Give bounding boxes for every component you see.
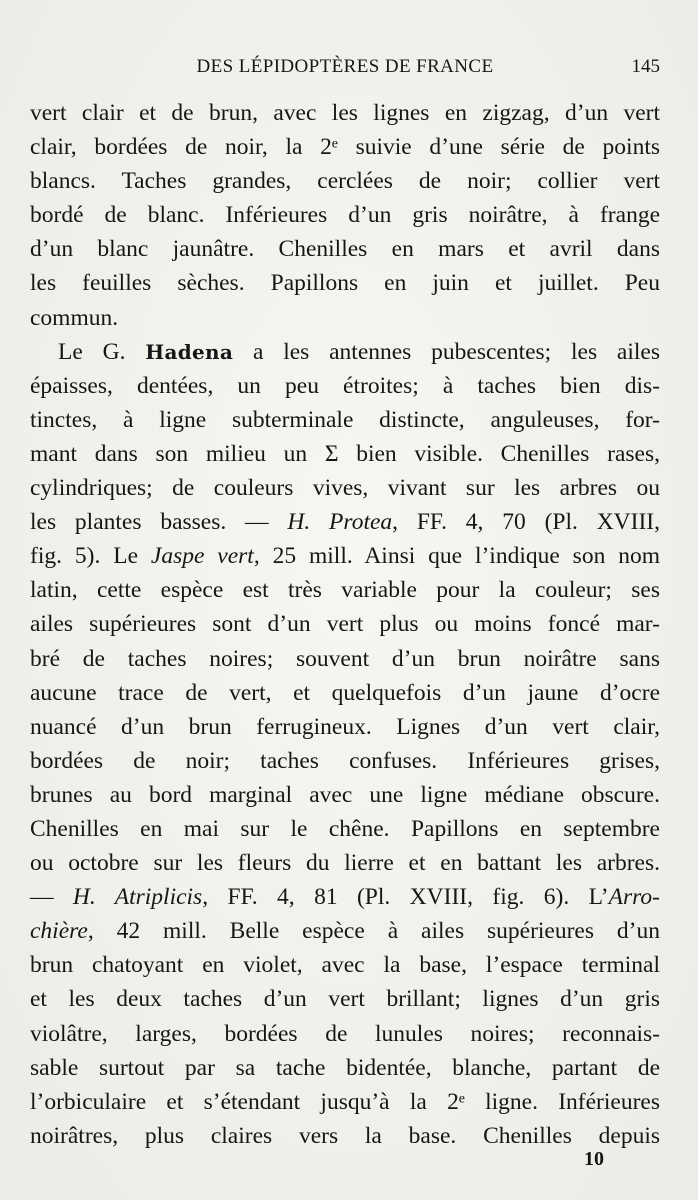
text-line: bordées de noir; taches confuses. Inférieures grises, [30, 747, 660, 774]
text-line: bordé de blanc. Inférieures d’un gris noirâtre, à frange [30, 202, 660, 229]
text-line: vert clair et de brun, avec les lignes en zigzag, d’un vert [30, 100, 660, 126]
common-name: Jaspe vert [150, 543, 254, 570]
text-segment: a les antennes pubescentes; les ailes [233, 338, 660, 365]
text-line: ailes supérieures sont d’un vert plus ou moins foncé mar- [30, 611, 660, 638]
text-line [30, 914, 660, 948]
text-line: Chenilles en mai sur le chêne. Papillons en septembre [30, 815, 660, 842]
text-segment: les plantes basses. — [30, 509, 288, 536]
body-text [30, 96, 660, 1153]
text-line: cylindriques; de couleurs vives, vivant sur les arbres ou [30, 475, 660, 502]
species-name: H. Atriplicis [72, 884, 203, 911]
text-line: brunes au bord marginal avec une ligne médiane obscure. [30, 781, 660, 808]
text-segment: — [30, 884, 73, 911]
text-line [30, 880, 660, 914]
common-name: chière [30, 918, 88, 945]
text-line: d’un blanc jaunâtre. Chenilles en mars et avril dans [30, 236, 660, 263]
text-line: violâtre, larges, bordées de lunules noires; reconnais- [30, 1020, 660, 1047]
species-name: H. Protea [287, 509, 393, 536]
text-line: ou octobre sur les fleurs du lierre et en battant les arbres. [30, 850, 660, 877]
text-line: blancs. Taches grandes, cerclées de noir; collier vert [30, 168, 660, 195]
text-line [30, 505, 660, 539]
text-line: latin, cette espèce est très variable pour la couleur; ses [30, 577, 660, 604]
text-segment: , 25 mill. Ainsi que l’indique son nom [253, 543, 660, 570]
text-line: brun chatoyant en violet, avec la base, l’espace terminal [30, 952, 660, 979]
genus-name: Hadena [145, 339, 234, 364]
text-line: bré de taches noires; souvent d’un brun noirâtre sans [30, 645, 660, 672]
text-line: noirâtres, plus claires vers la base. Chenilles depuis [30, 1122, 660, 1149]
text-segment: , FF. 4, 81 (Pl. XVIII, fig. 6). L’ [202, 884, 609, 911]
page-number: 145 [631, 56, 660, 77]
running-head-title: DES LÉPIDOPTÈRES DE FRANCE [196, 56, 494, 77]
text-line: commun. [30, 304, 119, 331]
text-line: tinctes, à ligne subterminale distincte, anguleuses, for- [30, 406, 660, 433]
signature-mark: 10 [584, 1148, 604, 1170]
text-segment: Le G. [58, 338, 146, 365]
text-line: épaisses, dentées, un peu étroites; à taches bien dis- [30, 372, 660, 399]
text-segment: fig. 5). Le [30, 543, 151, 570]
text-line: l’orbiculaire et s’étendant jusqu’à la 2ᵉ ligne. Inférieures [30, 1088, 660, 1115]
text-line: nuancé d’un brun ferrugineux. Lignes d’un vert clair, [30, 713, 660, 740]
text-line: sable surtout par sa tache bidentée, blanche, partant de [30, 1054, 660, 1081]
running-head [30, 56, 660, 86]
paragraph-start-line [30, 335, 660, 369]
text-segment: , FF. 4, 70 (Pl. XVIII, [392, 509, 660, 536]
text-line: clair, bordées de noir, la 2ᵉ suivie d’une série de points [30, 134, 660, 161]
text-line: et les deux taches d’un vert brillant; lignes d’un gris [30, 986, 660, 1013]
text-line: les feuilles sèches. Papillons en juin et juillet. Peu [30, 270, 660, 297]
text-line: aucune trace de vert, et quelquefois d’un jaune d’ocre [30, 679, 660, 706]
common-name: Arro- [608, 884, 660, 911]
text-line: mant dans son milieu un Σ bien visible. Chenilles rases, [30, 440, 660, 467]
text-segment: , 42 mill. Belle espèce à ailes supérieures d’un [87, 918, 660, 945]
text-line [30, 539, 660, 573]
